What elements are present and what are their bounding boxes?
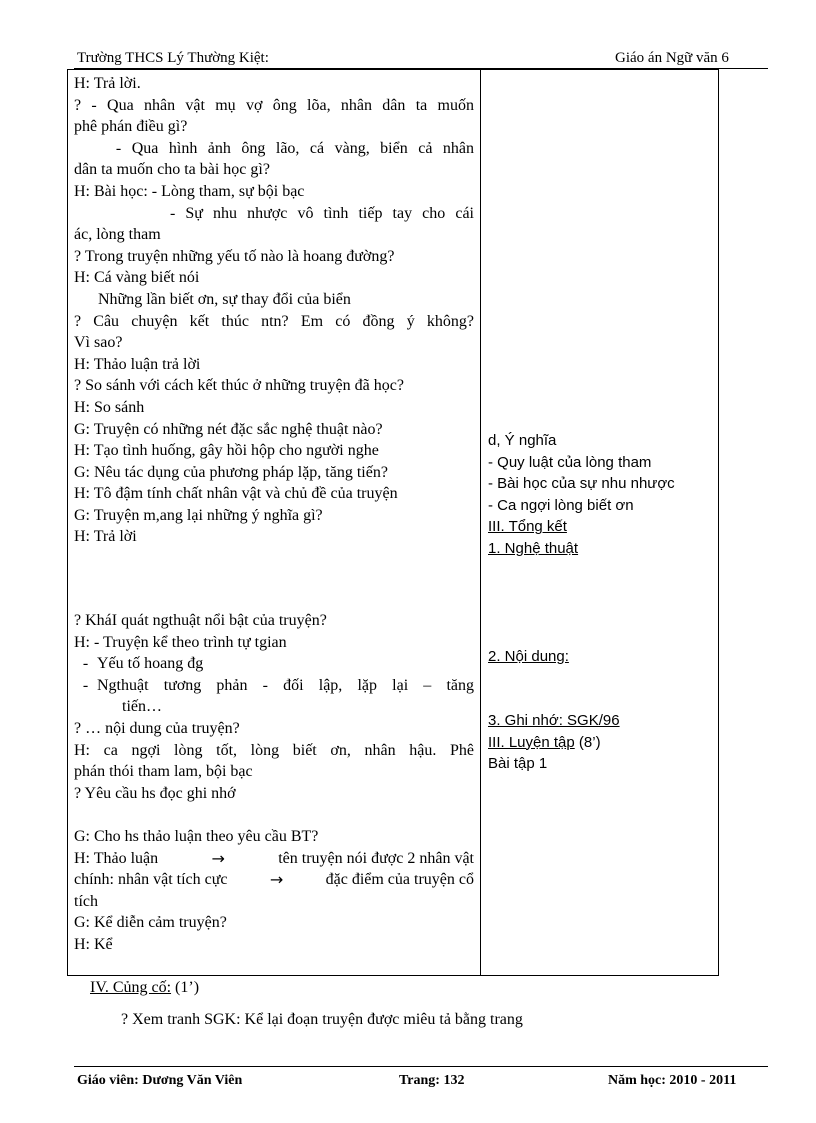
activity-line: G: Truyện có những nét đặc sắc nghệ thuật nào? [74, 420, 383, 438]
activity-line: ? So sánh với cách kết thúc ở những truyện đã học? [74, 377, 404, 395]
right-column-meaning [488, 430, 675, 560]
activity-line: H: Tô đậm tính chất nhân vật và chủ đề của truyện [74, 485, 398, 503]
activity-line: H: So sánh [74, 398, 145, 416]
header-school: Trường THCS Lý Thường Kiệt: [77, 50, 269, 66]
meaning-item: - Bài học của sự nhu nhược [488, 475, 675, 493]
activity-line: H: Cá vàng biết nói [74, 269, 200, 287]
arrow-icon: → [211, 848, 225, 868]
summary-heading: III. Tổng kết [488, 518, 567, 536]
activity-line: phê phán điều gì? [74, 118, 188, 136]
meaning-item: - Ca ngợi lòng biết ơn [488, 496, 634, 514]
activity-line: tích [74, 892, 98, 910]
column-divider [480, 69, 481, 976]
left-column-activities [74, 73, 474, 548]
activity-line: dân ta muốn cho ta bài học gì? [74, 161, 270, 179]
activity-line: H: Kể [74, 935, 113, 953]
bullet-mark: - [82, 676, 89, 694]
activity-line: G: Kể diễn cảm truyện? [74, 914, 227, 932]
header-subject: Giáo án Ngữ văn 6 [615, 50, 729, 66]
consolidation-heading-line [90, 979, 199, 997]
right-column-memo [488, 710, 620, 775]
activity-line: G: Truyện m,ang lại những ý nghĩa gì? [74, 506, 323, 524]
exercise-line: Bài tập 1 [488, 755, 548, 773]
meaning-item: - Quy luật của lòng tham [488, 453, 652, 471]
activity-line: ? KháI quát ngthuật nổi bật của truyện? [74, 612, 327, 629]
activity-line: ? - Qua nhân vật mụ vợ ông lõa, nhân dân ta muốn [74, 96, 474, 114]
bullet-mark: - [82, 655, 89, 673]
content-heading: 2. Nội dung: [488, 648, 569, 665]
memo-line: 3. Ghi nhớ: SGK/96 [488, 712, 620, 729]
activity-line: Những lần biết ơn, sự thay đổi của biển [98, 290, 351, 308]
bullet-item: - Ngthuật tương phản - đối lập, lặp lại – tăng [74, 675, 474, 697]
activity-line: H: Trả lời. [74, 75, 141, 92]
bullet-item: - Yếu tố hoang đg [74, 653, 474, 675]
activity-line: H: Trả lời [74, 528, 137, 546]
meaning-title: d, Ý nghĩa [488, 432, 557, 449]
activity-line: ác, lòng tham [74, 226, 161, 244]
right-column-content [488, 646, 569, 668]
activity-line: H: Thảo luận → tên truyện nói được 2 nhân vật [74, 848, 474, 868]
activity-line: Vì sao? [74, 334, 123, 352]
activity-line: H: ca ngợi lòng tốt, lòng biết ơn, nhân hậu. Phê [74, 741, 474, 759]
activity-line: phán thói tham lam, bội bạc [74, 763, 253, 781]
activity-line: G: Cho hs thảo luận theo yêu cầu BT? [74, 828, 319, 845]
activity-line: - Qua hình ảnh ông lão, cá vàng, biển cả nhân [74, 139, 474, 157]
activity-line: ? Câu chuyện kết thúc ntn? Em có đồng ý không? [74, 312, 474, 330]
activity-line: ? Yêu cầu hs đọc ghi nhớ [74, 784, 236, 802]
left-column-summary [74, 610, 474, 804]
footer-year: Năm học: 2010 - 2011 [608, 1073, 737, 1088]
art-heading: 1. Nghệ thuật [488, 539, 579, 557]
activity-line: - Sự nhu nhược vô tình tiếp tay cho cái [170, 204, 474, 222]
consolidation-heading: IV. Củng cố: [90, 979, 172, 996]
activity-line: H: Thảo luận trả lời [74, 355, 201, 373]
consolidation-text: ? Xem tranh SGK: Kể lại đoạn truyện được miêu tả bằng trang [121, 1011, 523, 1028]
footer-divider [74, 1066, 768, 1067]
practice-line: III. Luyện tập (8’) [488, 733, 601, 751]
activity-line: H: - Truyện kể theo trình tự tgian [74, 633, 287, 651]
left-column-practice [74, 826, 474, 956]
bullet-item: tiến… [122, 698, 162, 716]
activity-line: ? Trong truyện những yếu tố nào là hoang đường? [74, 247, 395, 265]
activity-line: H: Tạo tình huống, gây hồi hộp cho người nghe [74, 442, 379, 460]
footer-teacher: Giáo viên: Dương Văn Viên [77, 1073, 243, 1088]
activity-line: G: Nêu tác dụng của phương pháp lặp, tăng tiến? [74, 463, 388, 481]
activity-line: H: Bài học: - Lòng tham, sự bội bạc [74, 182, 305, 200]
activity-line: chính: nhân vật tích cực → đặc điểm của truyện cổ [74, 870, 474, 890]
consolidation-time: (1’) [171, 979, 200, 996]
arrow-icon: → [269, 870, 284, 890]
footer-page: Trang: 132 [399, 1073, 465, 1088]
activity-line: ? … nội dung của truyện? [74, 719, 240, 737]
